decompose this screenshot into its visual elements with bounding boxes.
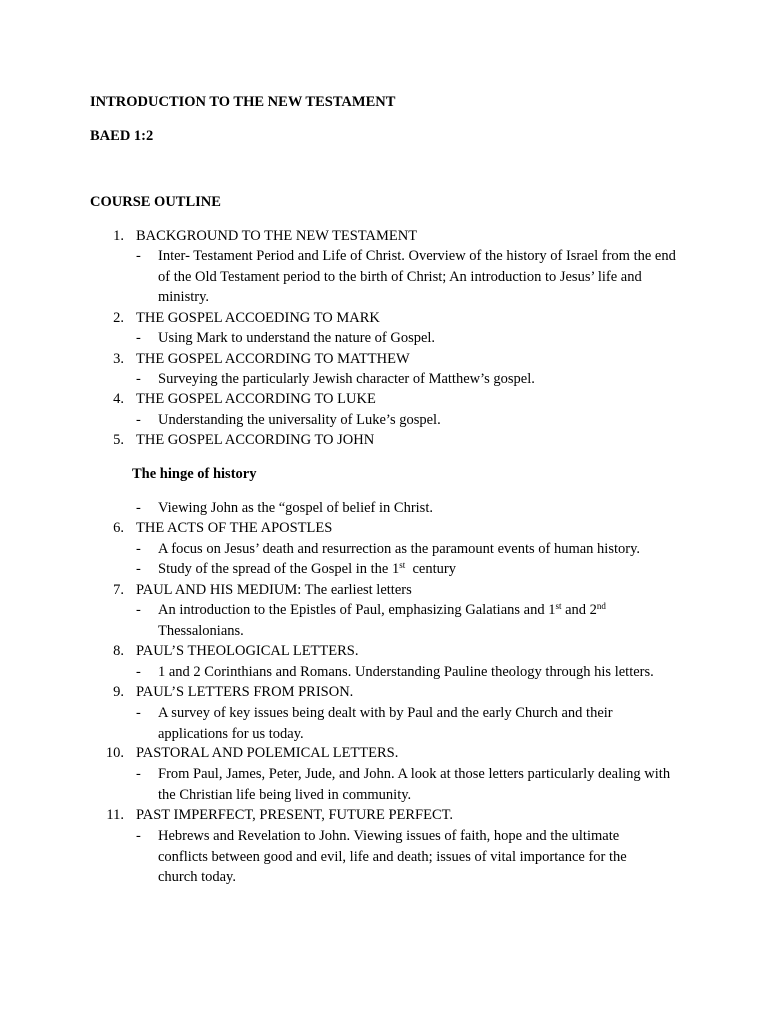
document-title: INTRODUCTION TO THE NEW TESTAMENT	[90, 94, 396, 110]
bullet-dash: -	[136, 330, 141, 346]
bullet-dash: -	[136, 371, 141, 387]
outline-heading: COURSE OUTLINE	[90, 194, 221, 210]
item-point: 1 and 2 Corinthians and Romans. Understanding Pauline theology through his letters.	[158, 664, 654, 680]
item-number: 4.	[113, 391, 124, 407]
bullet-dash: -	[136, 705, 141, 721]
item-number: 5.	[113, 432, 124, 448]
item-number: 10.	[105, 745, 124, 761]
item-point: Viewing John as the “gospel of belief in Christ.	[158, 500, 433, 516]
item-title: PAUL AND HIS MEDIUM: The earliest letters	[136, 582, 412, 598]
item-title: PAUL’S THEOLOGICAL LETTERS.	[136, 643, 359, 659]
item-number: 6.	[113, 520, 124, 536]
item-point: Using Mark to understand the nature of Gospel.	[158, 330, 436, 346]
item-number: 1.	[113, 228, 124, 244]
item-title: BACKGROUND TO THE NEW TESTAMENT	[136, 228, 418, 244]
item-number: 8.	[113, 643, 124, 659]
bullet-dash: -	[136, 766, 141, 782]
item-title: PASTORAL AND POLEMICAL LETTERS.	[136, 745, 399, 761]
bullet-dash: -	[136, 828, 141, 844]
bullet-dash: -	[136, 541, 141, 557]
item-number: 11.	[106, 807, 124, 823]
interlude-heading: The hinge of history	[132, 466, 257, 482]
item-number: 7.	[113, 582, 124, 598]
item-point: Understanding the universality of Luke’s gospel.	[158, 412, 441, 428]
item-title: PAUL’S LETTERS FROM PRISON.	[136, 684, 354, 700]
item-title: THE GOSPEL ACCORDING TO MATTHEW	[136, 351, 410, 367]
item-point: A focus on Jesus’ death and resurrection as the paramount events of human history.	[158, 541, 640, 557]
item-number: 3.	[113, 351, 124, 367]
item-point: A survey of key issues being dealt with by Paul and the early Church and their applications for us today.	[158, 705, 613, 742]
item-point: An introduction to the Epistles of Paul, emphasizing Galatians and 1st and 2nd Thessalonians.	[158, 601, 606, 639]
bullet-dash: -	[136, 602, 141, 618]
item-number: 2.	[113, 310, 124, 326]
item-title: THE GOSPEL ACCOEDING TO MARK	[136, 310, 380, 326]
course-code: BAED 1:2	[90, 128, 154, 144]
item-title: THE ACTS OF THE APOSTLES	[136, 520, 333, 536]
bullet-dash: -	[136, 664, 141, 680]
item-point: Hebrews and Revelation to John. Viewing issues of faith, hope and the ultimate conflicts between good and evil, life and death; issues of vital importance for the church today.	[158, 828, 627, 885]
item-point: Surveying the particularly Jewish character of Matthew’s gospel.	[158, 371, 535, 387]
item-point: Study of the spread of the Gospel in the 1st century	[158, 560, 456, 577]
bullet-dash: -	[136, 561, 141, 577]
item-title: THE GOSPEL ACCORDING TO JOHN	[136, 432, 375, 448]
bullet-dash: -	[136, 248, 141, 264]
item-point: Inter- Testament Period and Life of Christ. Overview of the history of Israel from the end of the Old Testament period to the birth of Christ; An introduction to Jesus’ life and ministry.	[158, 248, 676, 305]
bullet-dash: -	[136, 500, 141, 516]
item-title: PAST IMPERFECT, PRESENT, FUTURE PERFECT.	[136, 807, 454, 823]
item-point: From Paul, James, Peter, Jude, and John. A look at those letters particularly dealing with the Christian life being lived in community.	[158, 766, 671, 803]
bullet-dash: -	[136, 412, 141, 428]
item-title: THE GOSPEL ACCORDING TO LUKE	[136, 391, 376, 407]
item-number: 9.	[113, 684, 124, 700]
